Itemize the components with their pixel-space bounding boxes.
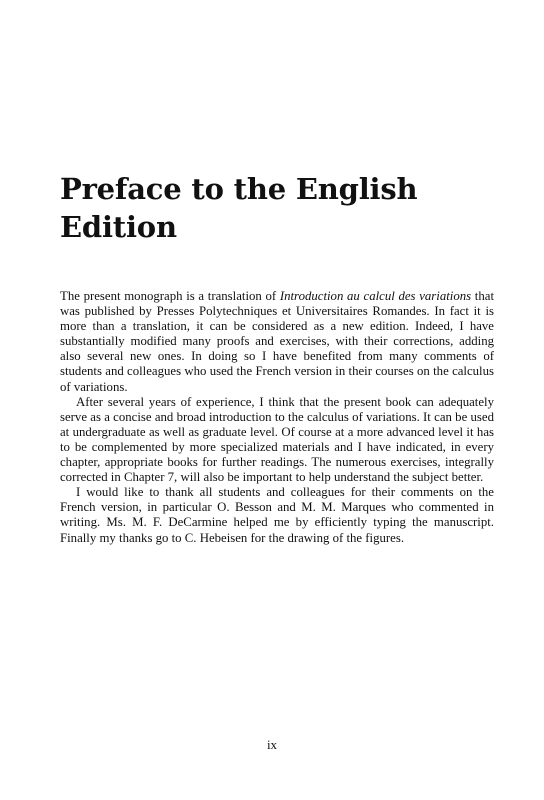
preface-body bbox=[60, 289, 494, 546]
paragraph-3: I would like to thank all students and colleagues for their comments on the French version, in particular O. Besson and M. M. Marques who commented in writing. Ms. M. F. DeCarmine helped me by efficiently typing the manuscript. Finally my thanks go to C. Hebeisen for the drawing of the figures. bbox=[60, 485, 494, 545]
paragraph-1 bbox=[60, 289, 494, 395]
paragraph-2: After several years of experience, I think that the present book can adequately serve as a concise and broad introduction to the calculus of variations. It can be used at undergraduate as well as graduate level. Of course at a more advanced level it has to be complemented by more specialized materials and I have indicated, in every chapter, appropriate books for further readings. The numerous exercises, integrally corrected in Chapter 7, will also be important to help understand the subject better. bbox=[60, 394, 494, 485]
chapter-title: Preface to the English Edition bbox=[60, 172, 418, 244]
page-number: ix bbox=[266, 737, 278, 752]
paragraph-1-text-before-title: The present monograph is a translation of bbox=[60, 289, 280, 303]
paragraph-1-text-after-title: that was published by Presses Polytechniques et Universitaires Romandes. In fact it is more than a translation, it can be considered as a new edition. Indeed, I have substantially modified many proofs and exercises, with their corrections, adding also several new ones. In doing so I have benefited from many comments of students and colleagues who used the French version in their courses on the calculus of variations. bbox=[60, 289, 495, 394]
french-edition-title: Introduction au calcul des variations bbox=[279, 289, 472, 303]
